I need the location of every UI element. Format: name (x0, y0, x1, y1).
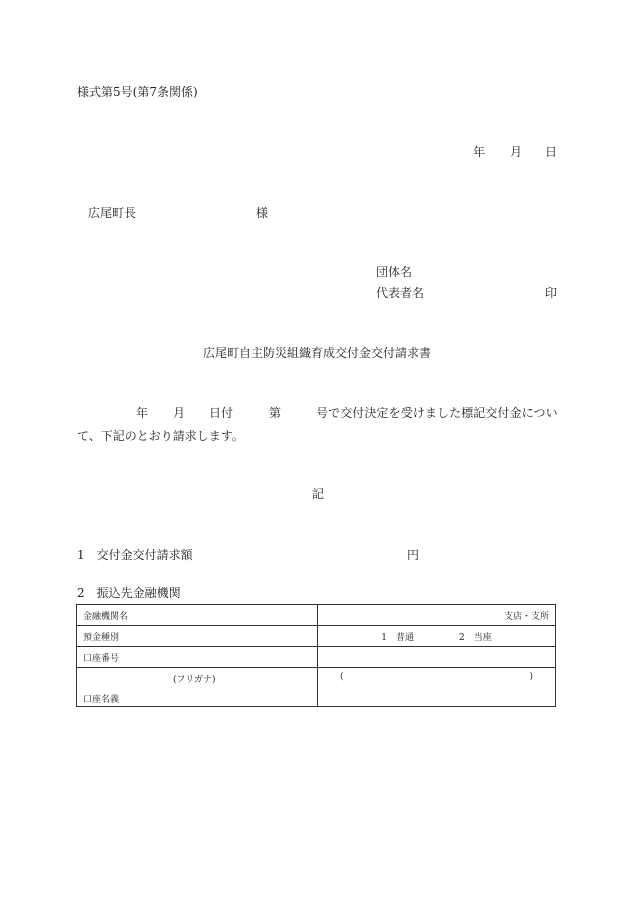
seal-mark: 印 (545, 286, 558, 300)
bank-table (76, 604, 556, 707)
representative-label: 代表者名 (376, 286, 425, 300)
table-row (77, 647, 556, 668)
date-month: 月 (510, 145, 523, 159)
group-name-label: 団体名 (376, 265, 413, 279)
account-number-value (318, 647, 556, 668)
branch-label: 支店・支所 (318, 605, 556, 626)
body-day: 日付 (209, 406, 234, 420)
form-id: 様式第5号(第7条関係) (77, 85, 198, 99)
item1-label: 1 交付金交付請求額 (77, 548, 193, 562)
date-year: 年 (473, 145, 486, 159)
item2-label: 2 振込先金融機関 (77, 586, 181, 600)
account-type-options: 1 普通 2 当座 (318, 626, 556, 647)
date-day: 日 (545, 145, 558, 159)
body-month: 月 (173, 406, 186, 420)
document-title: 広尾町自主防災組織育成交付金交付請求書 (203, 346, 432, 360)
table-row (77, 626, 556, 647)
account-holder-label: 口座名義 (83, 695, 120, 705)
body-number-prefix: 第 (269, 406, 282, 420)
account-number-label: 口座番号 (77, 647, 318, 668)
body-year: 年 (136, 406, 149, 420)
table-row (77, 605, 556, 626)
furigana-label: (フリガナ) (173, 675, 216, 685)
item1-unit: 円 (407, 548, 420, 562)
table-row (77, 668, 556, 707)
paren-close: ) (529, 672, 533, 682)
ki-heading: 記 (312, 487, 325, 501)
paren-open: ( (340, 672, 344, 682)
bank-name-label: 金融機関名 (77, 605, 318, 626)
body-line1: 号で交付決定を受けました標記交付金につい (316, 406, 558, 420)
body-line2: て、下記のとおり請求します。 (77, 429, 244, 443)
account-type-label: 預金種別 (77, 626, 318, 647)
addressee-name: 広尾町長 (88, 206, 137, 220)
addressee-honorific: 様 (256, 206, 269, 220)
